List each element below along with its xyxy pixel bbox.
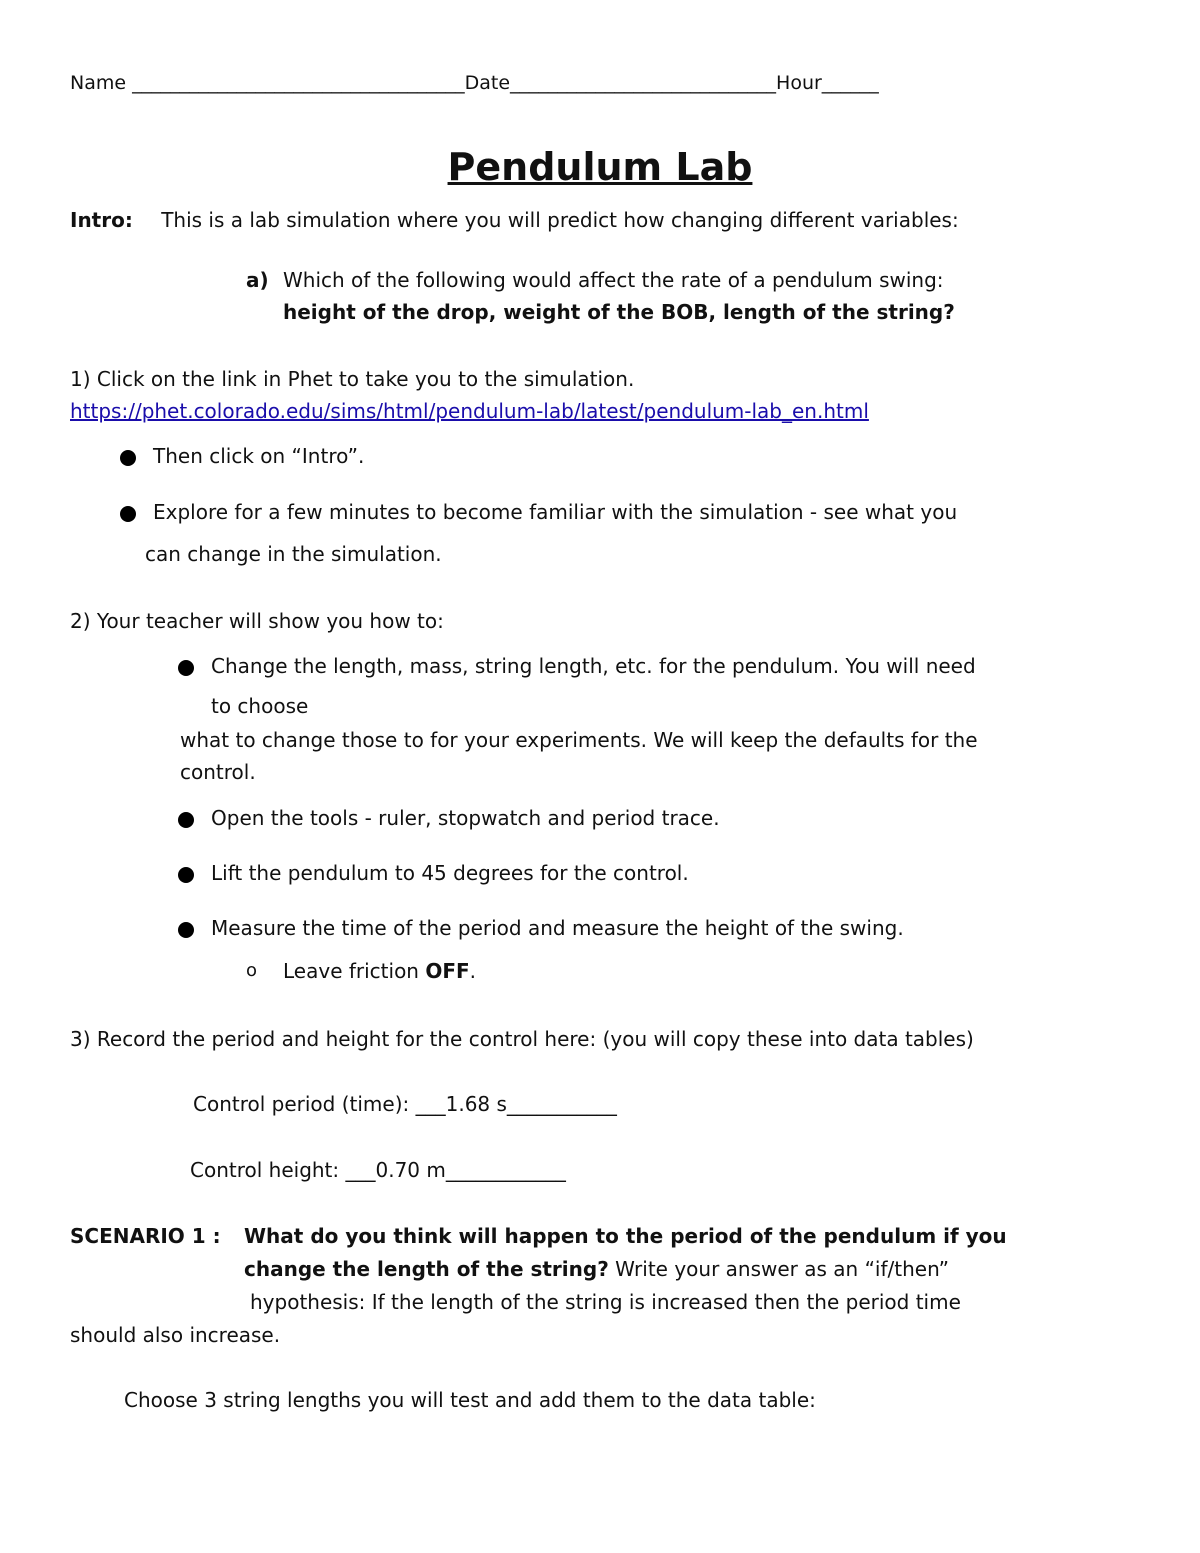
page-title: Pendulum Lab — [447, 145, 753, 189]
step3-text: 3) Record the period and height for the control here: (you will copy these into data tables) — [70, 1027, 974, 1051]
step2-sub-item — [283, 957, 476, 985]
header-line — [70, 72, 879, 94]
item-a-bold: height of the drop, weight of the BOB, length of the string? — [283, 300, 955, 324]
item-a-text: Which of the following would affect the rate of a pendulum swing: — [283, 268, 944, 292]
scenario1-question-line1: What do you think will happen to the period of the pendulum if you — [244, 1224, 1007, 1248]
step1-text: 1) Click on the link in Phet to take you to the simulation. — [70, 367, 635, 391]
step2-bullet2: Open the tools - ruler, stopwatch and period trace. — [211, 806, 720, 830]
intro-line — [70, 206, 959, 234]
scenario1-label: SCENARIO 1 : — [70, 1224, 221, 1248]
simulation-link[interactable]: https://phet.colorado.edu/sims/html/pendulum-lab/latest/pendulum-lab_en.html — [70, 399, 869, 423]
name-field[interactable]: ___________________________________ — [132, 72, 465, 94]
choose-lengths-text: Choose 3 string lengths you will test and add them to the data table: — [124, 1388, 816, 1412]
date-field[interactable]: ____________________________ — [510, 72, 777, 94]
step2-bullet1-line3: what to change those to for your experiments. We will keep the defaults for the — [180, 728, 978, 752]
item-a-marker: a) — [246, 268, 269, 292]
bullet-icon — [178, 867, 194, 883]
intro-text: This is a lab simulation where you will predict how changing different variables: — [161, 208, 959, 232]
scenario1-question-line2 — [244, 1255, 949, 1283]
step1-bullet1: Then click on “Intro”. — [153, 444, 365, 468]
bullet-icon — [178, 922, 194, 938]
step2-bullet1-line1: Change the length, mass, string length, etc. for the pendulum. You will need — [211, 654, 976, 678]
question-rest: Write your answer as an “if/then” — [608, 1257, 950, 1281]
bullet-icon — [178, 660, 194, 676]
sub-bullet-marker: o — [246, 960, 258, 981]
sub-end: . — [469, 959, 477, 983]
hypothesis-line2[interactable]: should also increase. — [70, 1323, 281, 1347]
step2-bullet1-line4: control. — [180, 760, 256, 784]
bullet-icon — [120, 506, 136, 522]
step2-bullet3: Lift the pendulum to 45 degrees for the control. — [211, 861, 689, 885]
step2-bullet4: Measure the time of the period and measure the height of the swing. — [211, 916, 904, 940]
sub-text: Leave friction — [283, 959, 426, 983]
step2-bullet1-line2: to choose — [211, 694, 309, 718]
name-label: Name — [70, 72, 127, 94]
sub-bold: OFF — [425, 959, 470, 983]
step2-text: 2) Your teacher will show you how to: — [70, 609, 444, 633]
question-bold: change the length of the string? — [244, 1257, 609, 1281]
hour-label: Hour — [776, 72, 822, 94]
bullet-icon — [120, 450, 136, 466]
intro-item-a — [246, 266, 944, 294]
control-height-field[interactable]: Control height: ___0.70 m____________ — [190, 1158, 566, 1182]
step1-bullet2-line1: Explore for a few minutes to become familiar with the simulation - see what you — [153, 500, 958, 524]
date-label: Date — [464, 72, 511, 94]
step1-bullet2-line2: can change in the simulation. — [145, 542, 442, 566]
intro-label: Intro: — [70, 208, 133, 232]
control-period-field[interactable]: Control period (time): ___1.68 s___________ — [193, 1092, 617, 1116]
hour-field[interactable]: ______ — [821, 72, 879, 94]
bullet-icon — [178, 812, 194, 828]
hypothesis-line1[interactable]: hypothesis: If the length of the string is increased then the period time — [250, 1290, 961, 1314]
